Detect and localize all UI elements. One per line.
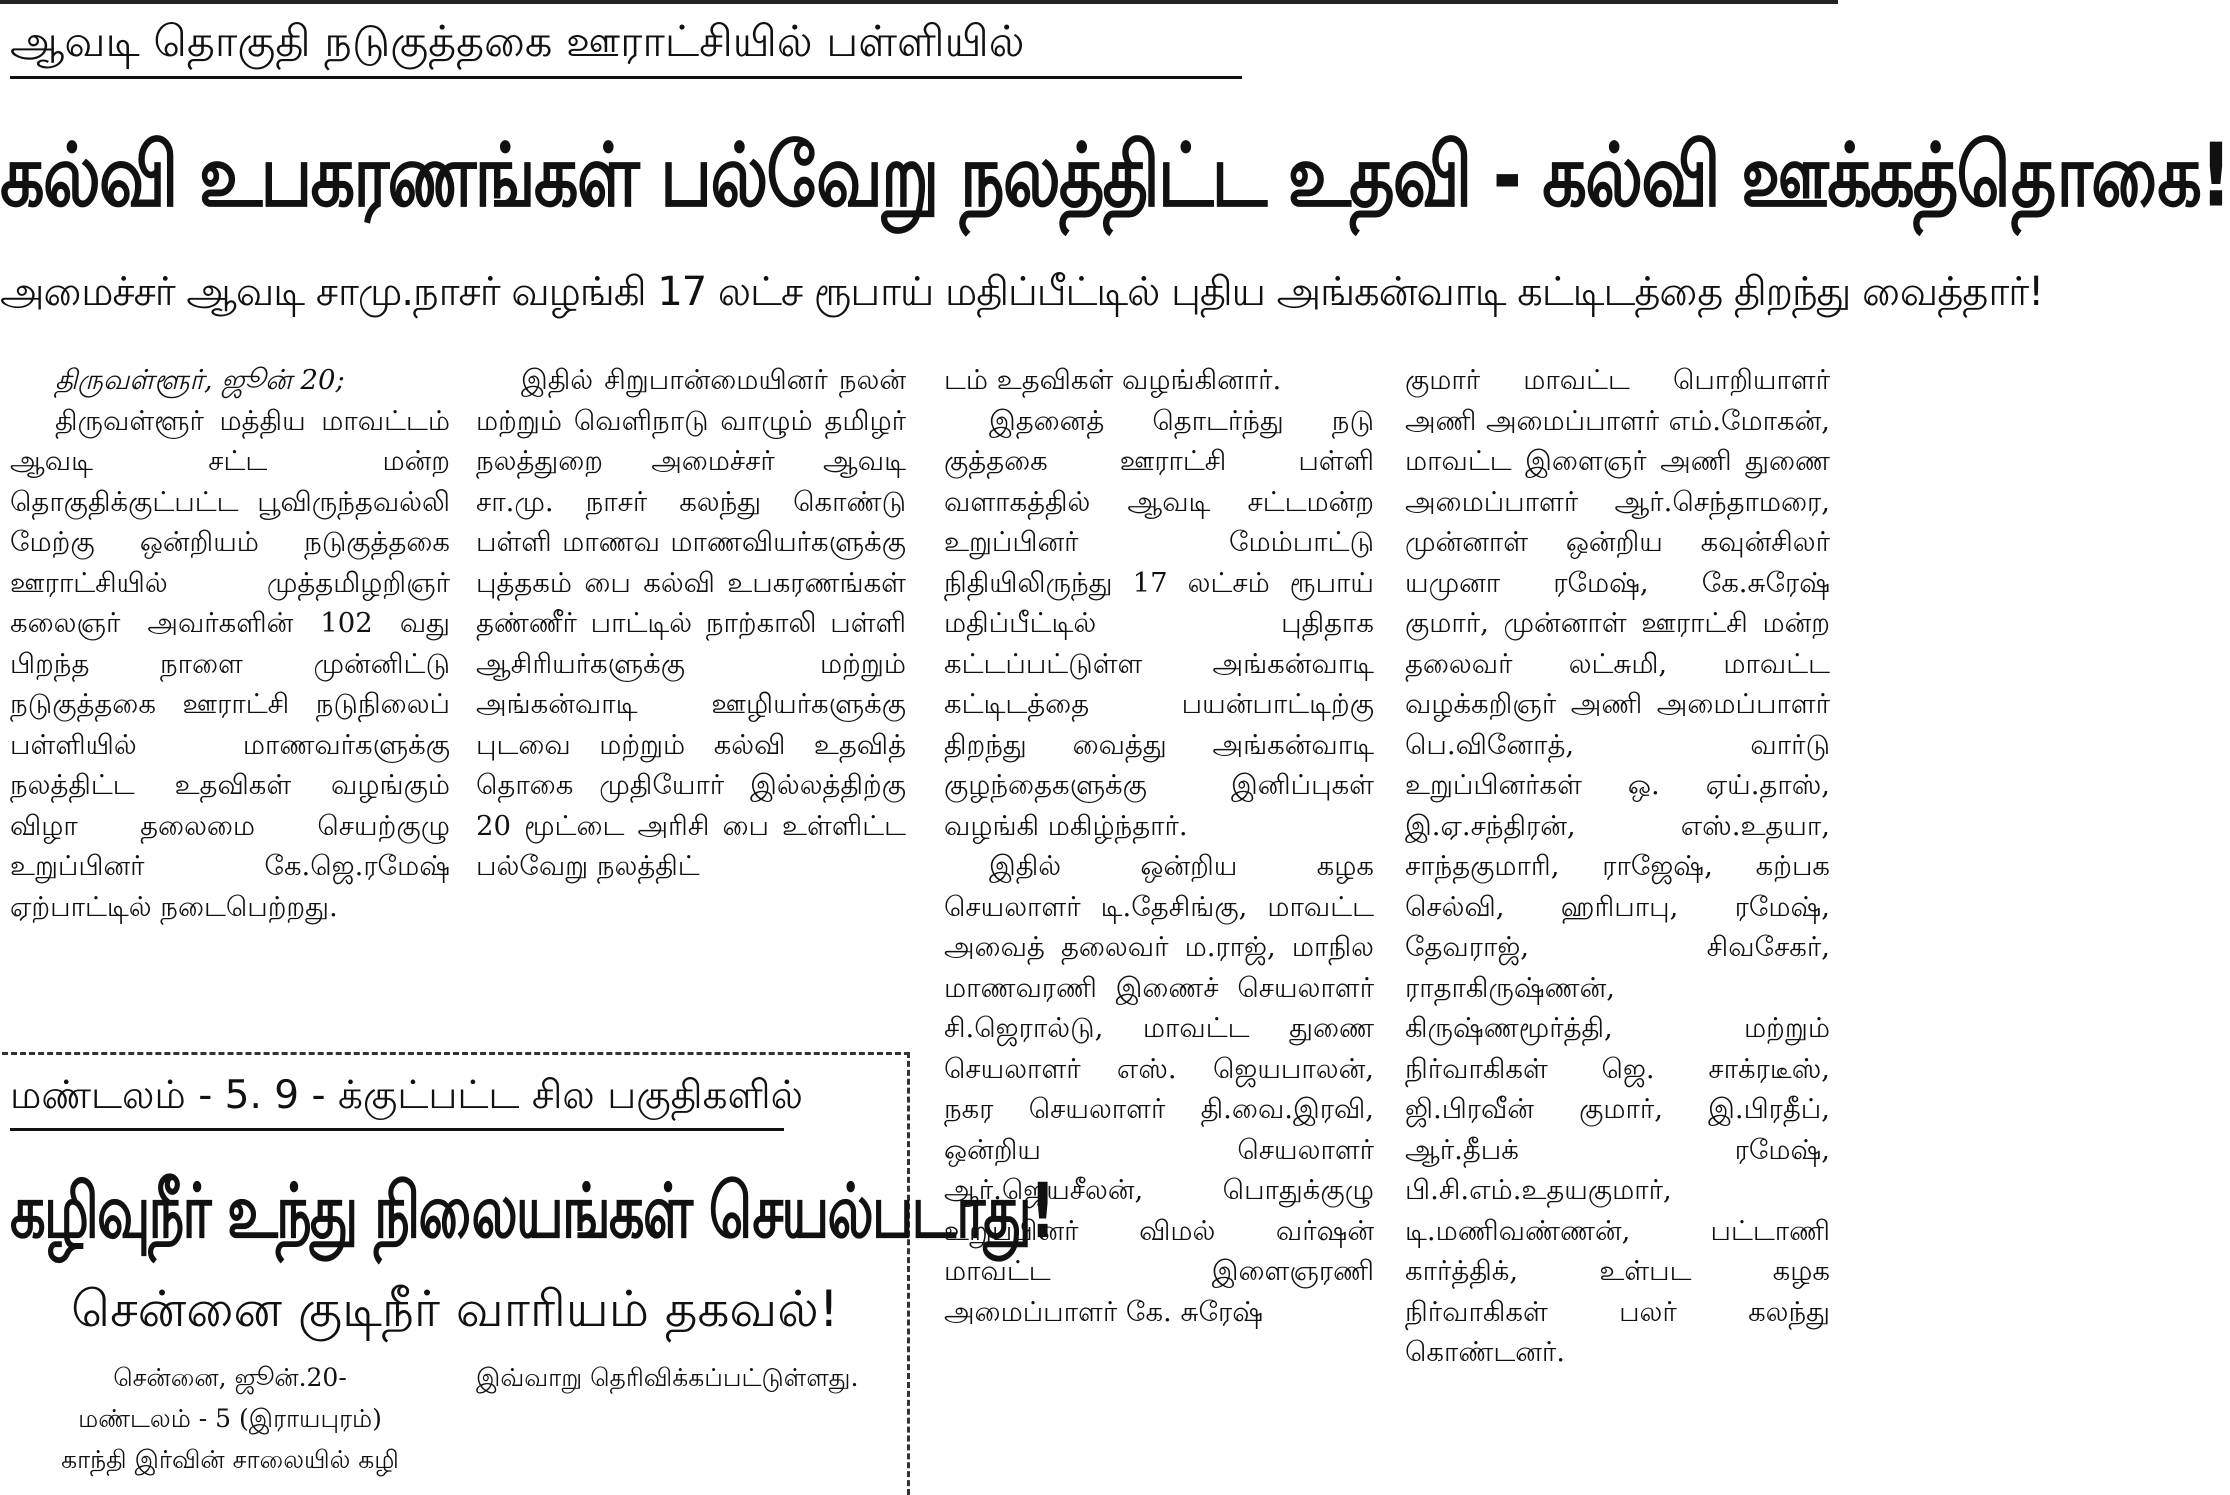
- top-rule: [0, 0, 1838, 4]
- boxed-article-dateline: சென்னை, ஜூன்.20-: [113, 1363, 347, 1392]
- article-column-2: [476, 360, 906, 887]
- boxed-article-line: மண்டலம் - 5 (இராயபுரம்): [78, 1404, 382, 1433]
- article-subheadline: அமைச்சர் ஆவடி சாமு.நாசர் வழங்கி 17 லட்ச ரூபாய் மதிப்பீட்டில் புதிய அங்கன்வாடி கட்டிடத்தை திறந்து வைத்தார்!: [0, 269, 2044, 315]
- article-column-1: [10, 360, 450, 927]
- article-paragraph: இதனைத் தொடர்ந்து நடு குத்தகை ஊராட்சி பள்ளி வளாகத்தில் ஆவடி சட்டமன்ற உறுப்பினர் மேம்பாட்டு நிதியிலிருந்து 17 லட்சம் ரூபாய் மதிப்பீட்டில் புதிதாக கட்டப்பட்டுள்ள அங்கன்வாடி கட்டிடத்தை பயன்பாட்டிற்கு திறந்து வைத்து அங்கன்வாடி குழந்தைகளுக்கு இனிப்புகள் வழங்கி மகிழ்ந்தார்.: [944, 404, 1374, 842]
- article-column-4: [1405, 360, 1830, 1373]
- boxed-article-column-1: [10, 1357, 450, 1480]
- kicker-underline: [10, 76, 1242, 79]
- article-headline: கல்வி உபகரணங்கள் பல்வேறு நலத்திட்ட உதவி - கல்வி ஊக்கத்தொகை!: [0, 124, 2230, 227]
- article-kicker: ஆவடி தொகுதி நடுகுத்தகை ஊராட்சியில் பள்ளியில்: [10, 17, 1025, 67]
- boxed-article-kicker: மண்டலம் - 5. 9 - க்குட்பட்ட சில பகுதிகளில்: [10, 1073, 804, 1118]
- boxed-article-headline: கழிவுநீர் உந்து நிலையங்கள் செயல்படாது!: [10, 1168, 1054, 1257]
- boxed-kicker-underline: [10, 1128, 784, 1131]
- article-paragraph: இதில் சிறுபான்மையினர் நலன் மற்றும் வெளிநாடு வாழும் தமிழர் நலத்துறை அமைச்சர் ஆவடி சா.மு. நாசர் கலந்து கொண்டு பள்ளி மாணவ மாணவியர்களுக்கு புத்தகம் பை கல்வி உபகரணங்கள் தண்ணீர் பாட்டில் நாற்காலி பள்ளி ஆசிரியர்களுக்கு மற்றும் அங்கன்வாடி ஊழியர்களுக்கு புடவை மற்றும் கல்வி உதவித் தொகை முதியோர் இல்லத்திற்கு 20 மூட்டை அரிசி பை உள்ளிட்ட பல்வேறு நலத்திட்: [476, 364, 906, 882]
- article-paragraph: குமார் மாவட்ட பொறியாளர் அணி அமைப்பாளர் எம்.மோகன், மாவட்ட இளைஞர் அணி துணை அமைப்பாளர் ஆர்.செந்தாமரை, முன்னாள் ஒன்றிய கவுன்சிலர் யமுனா ரமேஷ், கே.சுரேஷ் குமார், முன்னாள் ஊராட்சி மன்ற தலைவர் லட்சுமி, மாவட்ட வழக்கறிஞர் அணி அமைப்பாளர் பெ.வினோத், வார்டு உறுப்பினர்கள் ஒ. ஏய்.தாஸ், இ.ஏ.சந்திரன், எஸ்.உதயா, சாந்தகுமாரி, ராஜேஷ், கற்பக செல்வி, ஹரிபாபு, ரமேஷ், தேவராஜ், சிவசேகர், ராதாகிருஷ்ணன், கிருஷ்ணமூர்த்தி, மற்றும் நிர்வாகிகள் ஜெ. சாக்ரடீஸ், ஜி.பிரவீன் குமார், இ.பிரதீப், ஆர்.தீபக் ரமேஷ், பி.சி.எம்.உதயகுமார், டி.மணிவண்ணன், பட்டாணி கார்த்திக், உள்பட கழக நிர்வாகிகள் பலர் கலந்து கொண்டனர்.: [1405, 364, 1830, 1368]
- boxed-article-column-2: [476, 1357, 906, 1398]
- article-paragraph: டம் உதவிகள் வழங்கினார்.: [944, 364, 1282, 396]
- boxed-article-paragraph: இவ்வாறு தெரிவிக்கப்பட்டுள்ளது.: [476, 1363, 859, 1392]
- boxed-article-subheadline: சென்னை குடிநீர் வாரியம் தகவல்!: [71, 1280, 839, 1338]
- article-paragraph: இதில் ஒன்றிய கழக செயலாளர் டி.தேசிங்கு, மாவட்ட அவைத் தலைவர் ம.ராஜ், மாநில மாணவரணி இணைச் செயலாளர் சி.ஜெரால்டு, மாவட்ட துணை செயலாளர் எஸ். ஜெயபாலன், நகர செயலாளர் தி.வை.இரவி, ஒன்றிய செயலாளர் ஆர்.ஜெயசீலன், பொதுக்குழு உறுப்பினர் விமல் வர்ஷன் மாவட்ட இளைஞரணி அமைப்பாளர் கே. சுரேஷ்: [944, 850, 1374, 1328]
- article-dateline: திருவள்ளூர், ஜூன் 20;: [55, 364, 345, 396]
- boxed-article-line: காந்தி இர்வின் சாலையில் கழி: [61, 1445, 399, 1474]
- article-paragraph: திருவள்ளூர் மத்திய மாவட்டம் ஆவடி சட்ட மன்ற தொகுதிக்குட்பட்ட பூவிருந்தவல்லி மேற்கு ஒன்றியம் நடுகுத்தகை ஊராட்சியில் முத்தமிழறிஞர் கலைஞர் அவர்களின் 102 வது பிறந்த நாளை முன்னிட்டு நடுகுத்தகை ஊராட்சி நடுநிலைப் பள்ளியில் மாணவர்களுக்கு நலத்திட்ட உதவிகள் வழங்கும் விழா தலைமை செயற்குழு உறுப்பினர் கே.ஜெ.ரமேஷ் ஏற்பாட்டில் நடைபெற்றது.: [10, 404, 450, 923]
